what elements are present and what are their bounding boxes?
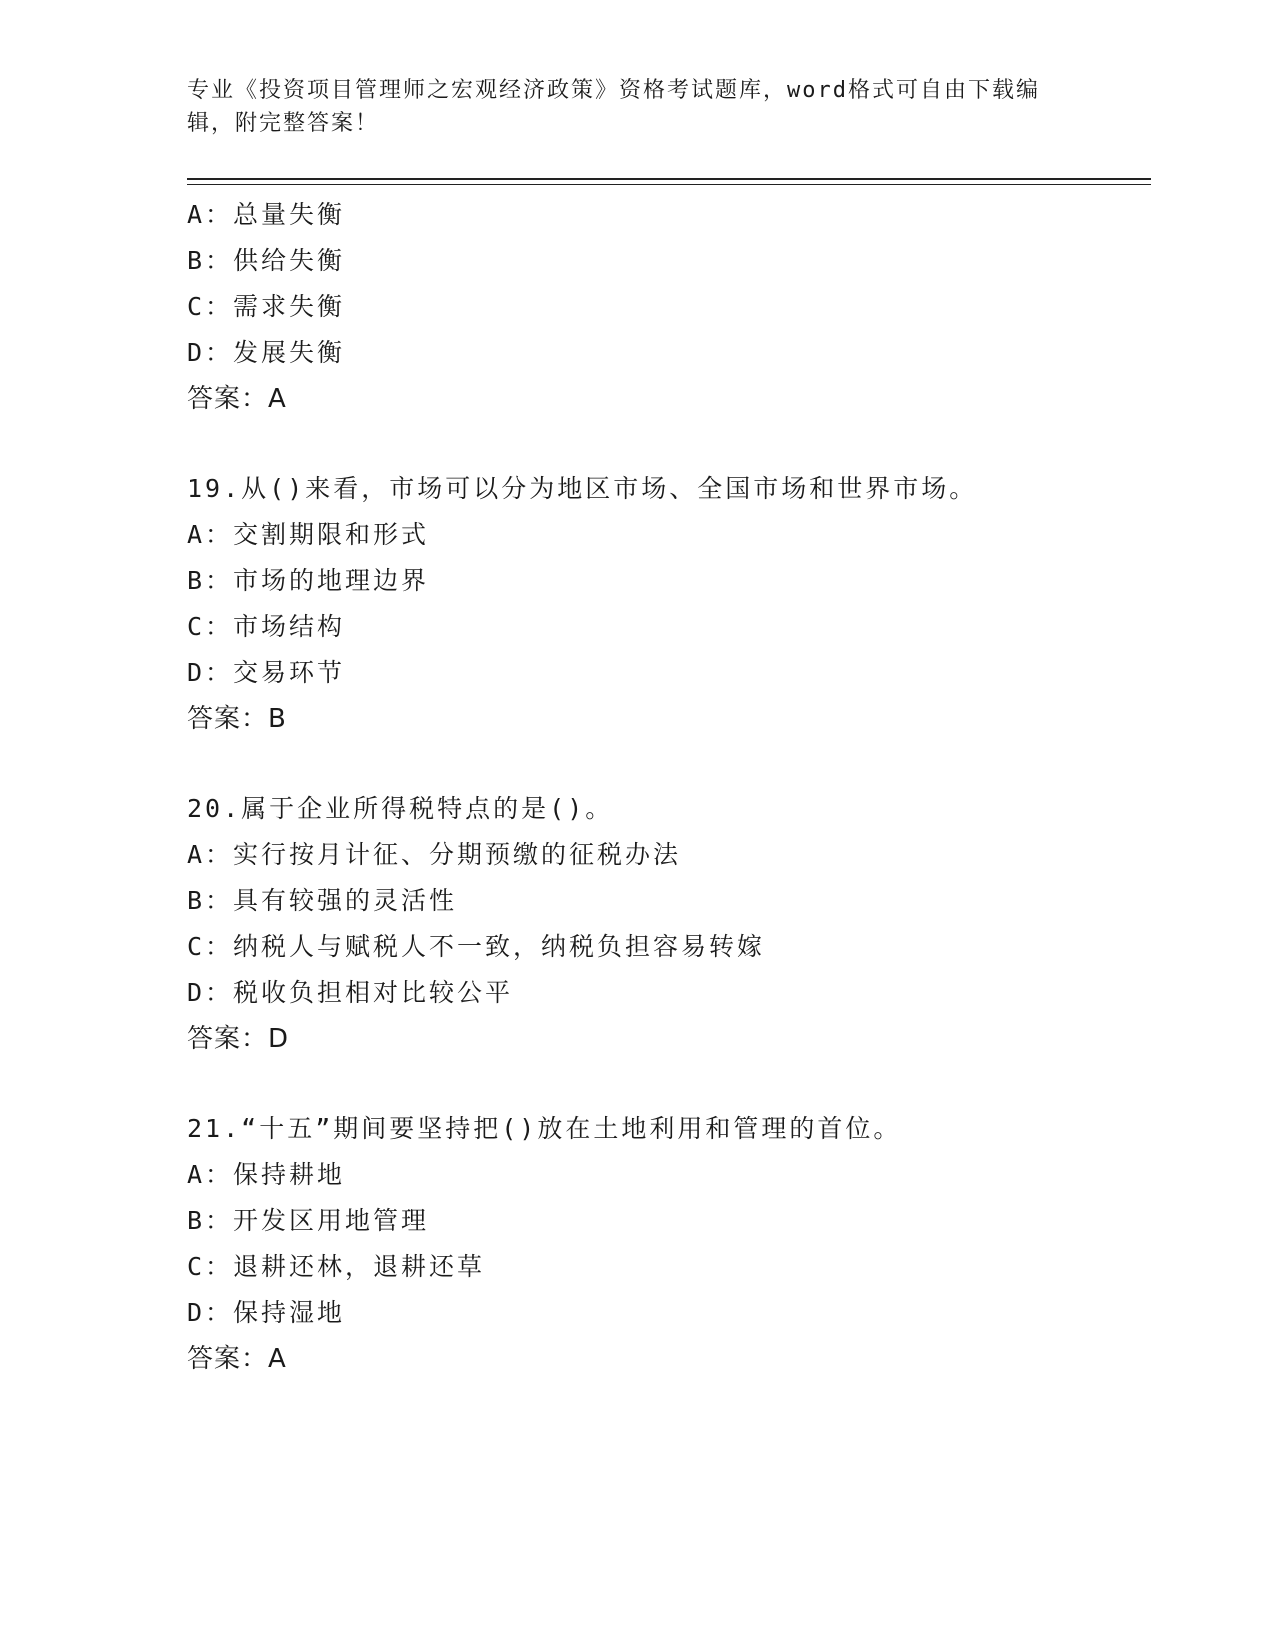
option-d: D：保持湿地 [187, 1298, 346, 1327]
option-a: A：总量失衡 [187, 200, 346, 229]
option-b: B：开发区用地管理 [187, 1206, 430, 1235]
option-c: C：需求失衡 [187, 292, 346, 321]
answer-line: 答案：D [187, 1024, 290, 1054]
header-divider [187, 178, 1151, 185]
option-d: D：税收负担相对比较公平 [187, 978, 514, 1007]
question-stem: 19.从()来看，市场可以分为地区市场、全国市场和世界市场。 [187, 474, 978, 503]
option-a: A：交割期限和形式 [187, 520, 430, 549]
question-list [187, 192, 1151, 1382]
question-block [187, 786, 1151, 1062]
option-a: A：保持耕地 [187, 1160, 346, 1189]
answer-line: 答案：B [187, 704, 287, 734]
question-block [187, 192, 1151, 422]
question-stem: 20.属于企业所得税特点的是()。 [187, 794, 614, 823]
option-b: B：具有较强的灵活性 [187, 886, 458, 915]
option-d: D：发展失衡 [187, 338, 346, 367]
option-d: D：交易环节 [187, 658, 346, 687]
answer-line: 答案：A [187, 384, 287, 414]
option-c: C：退耕还林，退耕还草 [187, 1252, 486, 1281]
header-line-1: 专业《投资项目管理师之宏观经济政策》资格考试题库，word格式可自由下载编 [187, 78, 1040, 103]
option-c: C：纳税人与赋税人不一致，纳税负担容易转嫁 [187, 932, 766, 961]
question-stem: 21.“十五”期间要坚持把()放在土地利用和管理的首位。 [187, 1114, 902, 1143]
option-b: B：市场的地理边界 [187, 566, 430, 595]
question-block [187, 466, 1151, 742]
document-header [187, 74, 1067, 140]
header-line-2: 辑，附完整答案！ [187, 111, 380, 136]
option-c: C：市场结构 [187, 612, 346, 641]
question-block [187, 1106, 1151, 1382]
option-a: A：实行按月计征、分期预缴的征税办法 [187, 840, 682, 869]
option-b: B：供给失衡 [187, 246, 346, 275]
answer-line: 答案：A [187, 1344, 287, 1374]
